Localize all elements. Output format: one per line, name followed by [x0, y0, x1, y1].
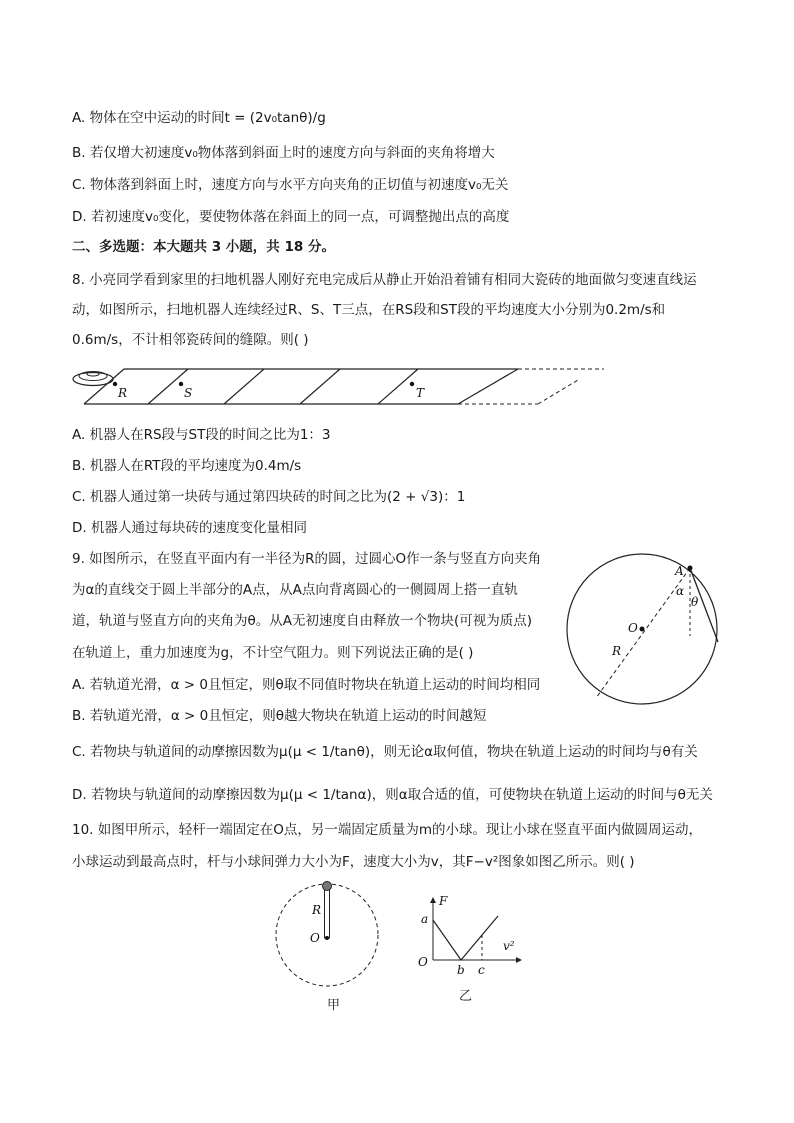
- q7-option-b: B. 若仅增大初速度v₀物体落到斜面上时的速度方向与斜面的夹角将增大: [72, 145, 495, 161]
- label-r: R: [312, 903, 322, 917]
- q8-stem-line2: 动，如图所示，扫地机器人连续经过R、S、T三点，在RS段和ST段的平均速度大小分别为0.2m/s和: [72, 302, 666, 318]
- rod: [325, 888, 330, 938]
- figure-a-caption: 甲: [327, 998, 341, 1013]
- q7-option-a: A. 物体在空中运动的时间t = (2v₀tanθ)/g: [72, 110, 326, 126]
- q9-option-c: C. 若物块与轨道间的动摩擦因数为μ(μ < 1/tanθ)，则无论α取何值，物块在轨道上运动的时间均与θ有关: [72, 744, 698, 760]
- label-r: R: [118, 386, 128, 400]
- label-f: F: [439, 894, 448, 908]
- point-t: [410, 382, 414, 386]
- q8-option-a: A. 机器人在RS段与ST段的时间之比为1：3: [72, 427, 331, 443]
- q8-option-c: C. 机器人通过第一块砖与通过第四块砖的时间之比为(2 + √3)：1: [72, 489, 466, 505]
- q8-tile-figure: [66, 360, 686, 410]
- label-r: R: [612, 644, 622, 658]
- center-o: [640, 627, 645, 632]
- figure-b-caption: 乙: [459, 989, 473, 1004]
- q7-option-c: C. 物体落到斜面上时，速度方向与水平方向夹角的正切值与初速度v₀无关: [72, 177, 509, 193]
- label-c: c: [478, 963, 485, 977]
- q9-option-d: D. 若物块与轨道间的动摩擦因数为μ(μ < 1/tanα)，则α取合适的值，可使物块在轨道上运动的时间与θ无关: [72, 787, 713, 803]
- label-o: O: [310, 931, 320, 945]
- point-s: [179, 382, 183, 386]
- label-alpha: α: [676, 584, 685, 598]
- q9-circle-figure: [562, 548, 732, 708]
- section-heading-multiple-choice: 二、多选题：本大题共 3 小题，共 18 分。: [72, 239, 335, 255]
- ball: [323, 882, 332, 891]
- q10-figure-a: [272, 880, 382, 990]
- label-v2: v²: [503, 939, 515, 953]
- q7-option-d: D. 若初速度v₀变化，要使物体落在斜面上的同一点，可调整抛出点的高度: [72, 209, 510, 225]
- q8-option-d: D. 机器人通过每块砖的速度变化量相同: [72, 520, 307, 536]
- label-o: O: [628, 621, 638, 635]
- label-b: b: [457, 963, 465, 977]
- q8-option-b: B. 机器人在RT段的平均速度为0.4m/s: [72, 458, 302, 474]
- q9-stem-line2: 为α的直线交于圆上半部分的A点，从A点向背离圆心的一侧圆周上搭一直轨: [72, 582, 518, 598]
- label-theta: θ: [691, 595, 699, 609]
- q8-stem-line3: 0.6m/s，不计相邻瓷砖间的缝隙。则( ): [72, 332, 309, 348]
- q10-stem-line2: 小球运动到最高点时，杆与小球间弹力大小为F，速度大小为v，其F−v²图象如图乙所示。则( ): [72, 854, 635, 870]
- q9-stem-line1: 9. 如图所示，在竖直平面内有一半径为R的圆，过圆心O作一条与竖直方向夹角: [72, 551, 542, 567]
- f-v2-graph: [433, 916, 498, 960]
- q8-stem-line1: 8. 小亮同学看到家里的扫地机器人刚好充电完成后从静止开始沿着铺有相同大瓷砖的地面做匀变速直线运: [72, 272, 697, 288]
- label-s: S: [184, 386, 193, 400]
- point-r: [113, 382, 117, 386]
- q10-stem-line1: 10. 如图甲所示，轻杆一端固定在O点，另一端固定质量为m的小球。现让小球在竖直平面内做圆周运动，: [72, 822, 703, 838]
- q9-option-b: B. 若轨道光滑，α > 0且恒定，则θ越大物块在轨道上运动的时间越短: [72, 708, 487, 724]
- q9-option-a: A. 若轨道光滑，α > 0且恒定，则θ取不同值时物块在轨道上运动的时间均相同: [72, 677, 541, 693]
- label-a: a: [421, 912, 429, 926]
- q9-stem-line3: 道，轨道与竖直方向的夹角为θ。从A无初速度自由释放一个物块(可视为质点): [72, 613, 533, 629]
- label-t: T: [416, 386, 425, 400]
- q9-stem-line4: 在轨道上，重力加速度为g，不计空气阻力。则下列说法正确的是( ): [72, 645, 474, 661]
- label-a: A: [675, 564, 684, 578]
- label-o: O: [418, 955, 428, 969]
- q10-figure-b: [418, 896, 538, 986]
- point-a: [688, 566, 693, 571]
